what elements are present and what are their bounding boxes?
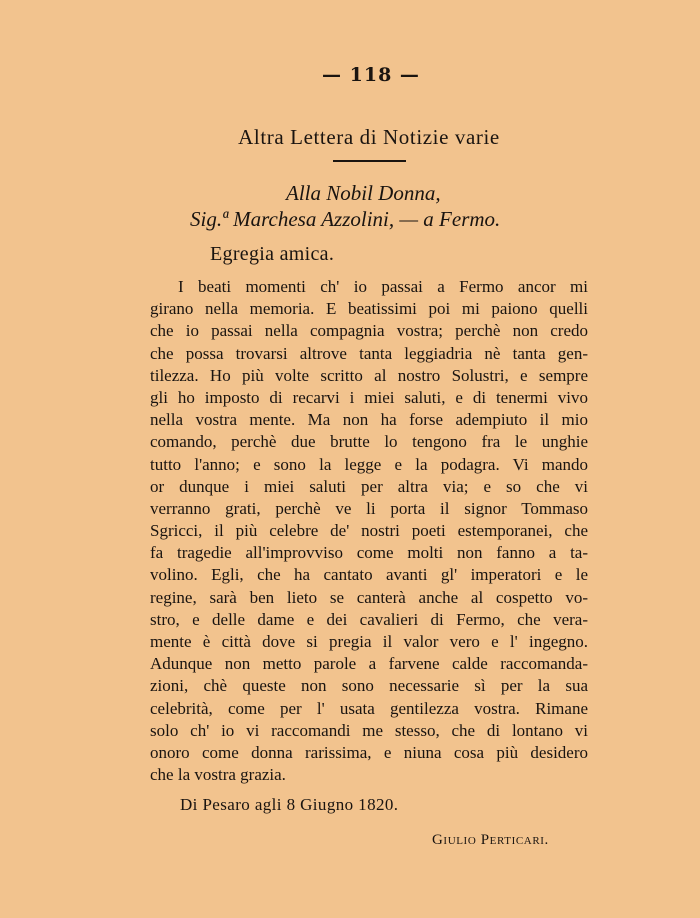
body-line: regine, sarà ben lieto se canterà anche al cospetto vo-	[150, 587, 588, 607]
body-line: celebrità, come per l' usata gentilezza vostra. Rimane	[150, 698, 588, 718]
address-line-2: Sig.ª Marchesa Azzolini, — a Fermo.	[190, 207, 501, 231]
body-line: tutto l'anno; e sono la legge e la podagra. Vi mando	[150, 454, 588, 474]
body-line: verranno grati, perchè ve li porta il signor Tommaso	[150, 498, 588, 518]
body-line: girano nella memoria. E beatissimi poi mi paiono quelli	[150, 299, 588, 319]
body-line: onoro come donna rarissima, e niuna cosa più desidero	[150, 742, 588, 762]
body-line: che possa trovarsi altrove tanta leggiadria nè tanta gen-	[150, 343, 588, 363]
body-line: Sgricci, il più celebre de' nostri poeti estemporanei, che	[150, 521, 588, 541]
body-line: fa tragedie all'improvviso come molti non fanno a ta-	[150, 543, 588, 563]
address-line-1: Alla Nobil Donna,	[286, 181, 441, 205]
body-line: comando, perchè due brutte lo tengono fra le unghie	[150, 432, 588, 452]
dateline: Di Pesaro agli 8 Giugno 1820.	[180, 795, 399, 814]
body-line: Adunque non metto parole a farvene calde raccomanda-	[150, 654, 588, 674]
body-line: volino. Egli, che ha cantato avanti gl' imperatori e le	[150, 565, 588, 585]
body-line: zioni, chè queste non sono necessarie sì per la sua	[150, 676, 588, 696]
body-line: tilezza. Ho più volte scritto al nostro Solustri, e sempre	[150, 365, 588, 385]
signature: Giulio Perticari.	[432, 832, 549, 848]
title-divider	[333, 160, 406, 162]
body-line: or dunque i miei saluti per altra via; e so che vi	[150, 476, 588, 496]
body-line: che io passai nella compagnia vostra; perchè non credo	[150, 321, 588, 341]
body-line: stro, e delle dame e dei cavalieri di Fermo, che vera-	[150, 609, 588, 629]
body-line: solo ch' io vi raccomandi me stesso, che di lontano vi	[150, 720, 588, 740]
body-line: che la vostra grazia.	[150, 765, 286, 785]
letter-body	[150, 276, 588, 786]
body-line: nella vostra mente. Ma non ha forse adempiuto il mio	[150, 410, 588, 430]
page-number: — 118 —	[322, 64, 420, 86]
letter-title: Altra Lettera di Notizie varie	[238, 125, 500, 149]
body-line: I beati momenti ch' io passai a Fermo ancor mi	[178, 277, 588, 296]
body-line: gli ho imposto di recarvi i miei saluti, e di tenermi vivo	[150, 387, 588, 407]
body-line: mente è città dove si pregia il valor vero e l' ingegno.	[150, 632, 588, 651]
salutation: Egregia amica.	[210, 243, 335, 265]
